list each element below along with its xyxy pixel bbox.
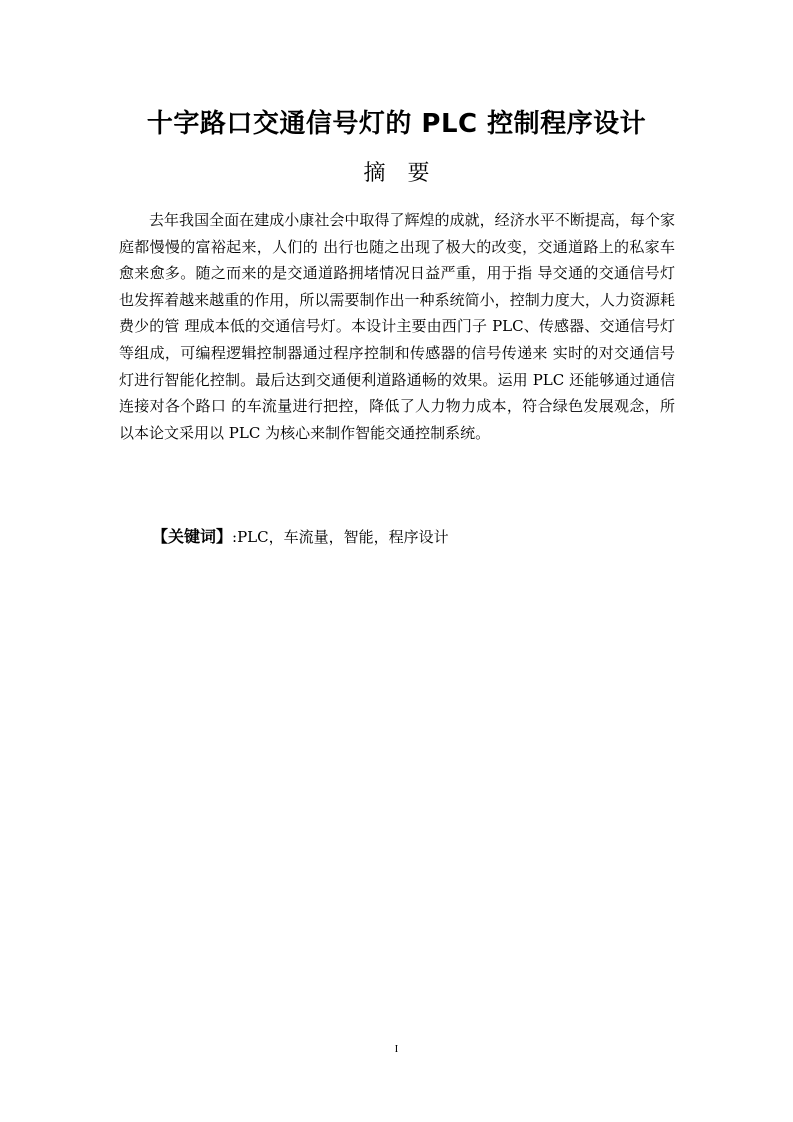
- page-number: I: [394, 1043, 399, 1055]
- keywords-text: :PLC，车流量，智能，程序设计: [232, 528, 449, 546]
- abstract-heading: [0, 158, 793, 190]
- abstract-heading-char-2: 要: [407, 161, 430, 186]
- abstract-heading-char-1: 摘: [363, 161, 386, 186]
- abstract-paragraph: 去年我国全面在建成小康社会中取得了辉煌的成就，经济水平不断提高，每个家庭都慢慢的富裕起来，人们的 出行也随之出现了极大的改变，交通道路上的私家车愈来愈多。随之而来的是交通道路拥堵情况日益严重，用于指 导交通的交通信号灯也发挥着越来越重的作用，所以需要制作出一种系统简小，控制力度大，人力资源耗费少的管 理成本低的交通信号灯。本设计主要由西门子 PLC、传感器、交通信号灯等组成，可编程逻辑控制器通过程序控制和传感器的信号传递来 实时的对交通信号灯进行智能化控制。最后达到交通便利道路通畅的效果。运用 PLC 还能够通过通信连接对各个路口 的车流量进行把控，降低了人力物力成本，符合绿色发展观念，所以本论文采用以 PLC 为核心来制作智能交通控制系统。: [119, 211, 675, 442]
- keywords-line: [152, 524, 672, 550]
- document-title: 十字路口交通信号灯的 PLC 控制程序设计: [146, 109, 647, 139]
- keywords-label: 【关键词】: [152, 527, 233, 546]
